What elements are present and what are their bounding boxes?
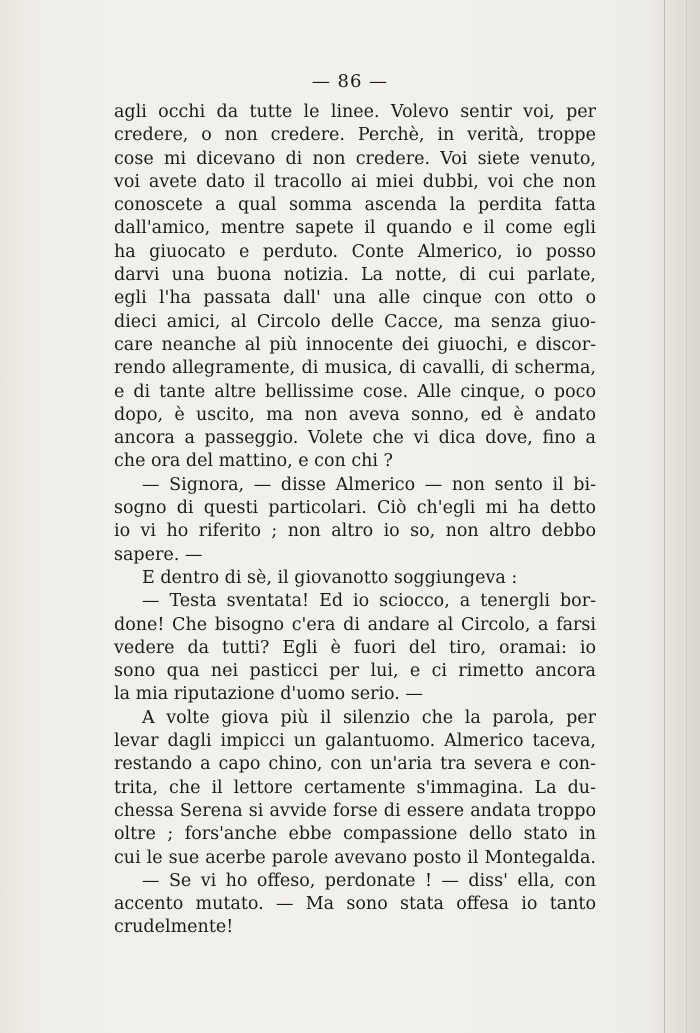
text-line: dopo, è uscito, ma non aveva sonno, ed è andato xyxy=(114,404,596,425)
text-line: — Signora, — disse Almerico — non sento il bi- xyxy=(142,474,596,495)
text-line: voi avete dato il tracollo ai miei dubbi, voi che non xyxy=(114,171,596,192)
text-line: conoscete a qual somma ascenda la perdita fatta xyxy=(114,195,596,216)
gutter-line xyxy=(664,0,665,1033)
text-line: chessa Serena si avvide forse di essere andata troppo xyxy=(114,800,596,821)
text-line: accento mutato. — Ma sono stata offesa io tanto xyxy=(114,894,596,915)
page-number: — 86 — xyxy=(311,71,389,92)
text-line: sapere. — xyxy=(114,544,203,565)
text-line: dieci amici, al Circolo delle Cacce, ma senza giuo- xyxy=(114,311,596,332)
text-line: dall'amico, mentre sapete il quando e il come egli xyxy=(114,218,596,239)
text-line: egli l'ha passata dall' una alle cinque con otto o xyxy=(114,288,596,309)
body-text xyxy=(114,101,596,940)
text-line: rendo allegramente, di musica, di cavalli, di scherma, xyxy=(114,358,596,379)
text-line: sono qua nei pasticci per lui, e ci rimetto ancora xyxy=(114,661,596,682)
text-line: io vi ho riferito ; non altro io so, non altro debbo xyxy=(114,521,596,542)
text-line: vedere da tutti? Egli è fuori del tiro, oramai: io xyxy=(114,637,596,658)
text-line: care neanche al più innocente dei giuochi, e discor- xyxy=(114,334,596,355)
page-edge-line xyxy=(686,0,687,1033)
text-line: e di tante altre bellissime cose. Alle cinque, o poco xyxy=(114,381,596,402)
text-line: — Se vi ho offeso, perdonate ! — diss' ella, con xyxy=(142,870,596,891)
text-line: ha giuocato e perduto. Conte Almerico, io posso xyxy=(114,241,596,262)
text-line: cui le sue acerbe parole avevano posto il Montegalda. xyxy=(114,847,596,868)
text-line: ancora a passeggio. Volete che vi dica dove, fino a xyxy=(114,428,596,449)
text-line: E dentro di sè, il giovanotto soggiungeva : xyxy=(142,567,518,588)
text-line: cose mi dicevano di non credere. Voi siete venuto, xyxy=(114,148,596,169)
text-line: la mia riputazione d'uomo serio. — xyxy=(114,684,423,705)
text-line: credere, o non credere. Perchè, in verità, troppe xyxy=(114,125,596,146)
text-line: crudelmente! xyxy=(114,917,234,938)
text-line: A volte giova più il silenzio che la parola, per xyxy=(142,707,596,728)
text-line: che ora del mattino, e con chi ? xyxy=(114,451,393,472)
text-line: — Testa sventata! Ed io sciocco, a tenergli bor- xyxy=(142,591,596,612)
text-line: sogno di questi particolari. Ciò ch'egli mi ha detto xyxy=(114,498,596,519)
text-line: agli occhi da tutte le linee. Volevo sentir voi, per xyxy=(114,102,596,122)
text-line: darvi una buona notizia. La notte, di cui parlate, xyxy=(114,265,596,286)
text-line: trita, che il lettore certamente s'immagina. La du- xyxy=(114,777,596,798)
text-line: restando a capo chino, con un'aria tra severa e con- xyxy=(114,754,596,775)
text-line: levar dagli impicci un galantuomo. Almerico taceva, xyxy=(114,731,596,752)
text-line: done! Che bisogno c'era di andare al Circolo, a farsi xyxy=(114,614,596,635)
text-line: oltre ; fors'anche ebbe compassione dello stato in xyxy=(114,824,596,845)
